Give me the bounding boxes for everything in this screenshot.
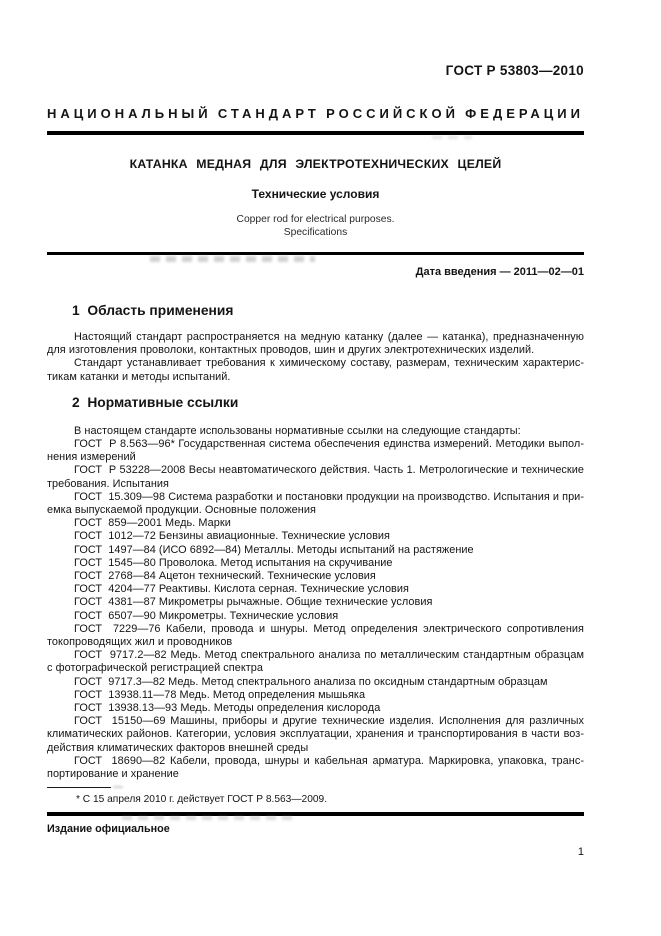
standard-type-word: ФЕДЕРАЦИИ	[465, 106, 584, 121]
section-heading: 1 Область применения	[72, 303, 234, 318]
text-line: ГОСТ 1497—84 (ИСО 6892—84) Металлы. Методы испытаний на растяжение	[74, 543, 474, 556]
scan-artifact	[150, 256, 315, 262]
scan-artifact	[122, 816, 297, 820]
standard-type-word: РОССИЙСКОЙ	[326, 106, 459, 121]
footnote-text: * С 15 апреля 2010 г. действует ГОСТ Р 8.563—2009.	[76, 794, 328, 806]
text-line: ГОСТ 9717.2—82 Медь. Метод спектрального анализа по металлическим стандартным образцам	[74, 649, 584, 662]
text-line: тикам катанки и методы испытаний.	[47, 370, 231, 383]
text-line: для изготовления проволоки, контактных проводов, шин и других электротехнических изделий.	[47, 344, 535, 357]
text-line: требования. Испытания	[47, 477, 170, 490]
effective-date: Дата введения — 2011—02—01	[415, 266, 584, 278]
text-line: ГОСТ 1012—72 Бензины авиационные. Технические условия	[74, 530, 390, 543]
text-line: климатических районов. Категории, условия эксплуатации, хранения и транспортирования в части воз-	[47, 728, 584, 741]
document-title-english	[47, 214, 584, 239]
text-line: В настоящем стандарте использованы нормативные ссылки на следующие стандарты:	[74, 424, 521, 437]
horizontal-rule-date	[47, 252, 584, 255]
standard-type-word: СТАНДАРТ	[217, 106, 320, 121]
text-line: токопроводящих жил и проводников	[47, 636, 233, 649]
footnote-separator	[47, 787, 111, 788]
document-subtitle: Технические условия	[251, 187, 380, 201]
text-line: ГОСТ 13938.13—93 Медь. Методы определения кислорода	[74, 702, 381, 715]
text-line: ГОСТ Р 8.563—96* Государственная система обеспечения единства измерений. Методики выпол-	[74, 438, 584, 451]
text-line: ГОСТ 15.309—98 Система разработки и постановки продукции на производство. Испытания и при-	[74, 490, 584, 503]
text-line: ГОСТ 859—2001 Медь. Марки	[74, 517, 231, 530]
text-line: ГОСТ 2768—84 Ацетон технический. Технические условия	[74, 570, 376, 583]
section-scope	[47, 303, 584, 384]
scan-artifact	[432, 136, 472, 139]
horizontal-rule-footer	[47, 812, 584, 816]
horizontal-rule-top	[47, 131, 584, 135]
text-line: ГОСТ 4381—87 Микрометры рычажные. Общие технические условия	[74, 596, 433, 609]
section-body	[47, 425, 584, 781]
document-title: КАТАНКА МЕДНАЯ ДЛЯ ЭЛЕКТРОТЕХНИЧЕСКИХ ЦЕЛЕЙ	[129, 157, 502, 171]
standard-type-heading	[47, 106, 584, 121]
standard-type-word: НАЦИОНАЛЬНЫЙ	[47, 106, 212, 121]
text-line: ГОСТ 13938.11—78 Медь. Метод определения мышьяка	[74, 688, 366, 701]
text-line: ГОСТ 1545—80 Проволока. Метод испытания на скручивание	[74, 556, 393, 569]
text-line: нения измерений	[47, 451, 136, 464]
text-line: ГОСТ 4204—77 Реактивы. Кислота серная. Технические условия	[74, 583, 409, 596]
official-edition-note: Издание официальное	[47, 822, 170, 835]
doc-number: ГОСТ Р 53803—2010	[445, 63, 584, 78]
scan-artifact	[113, 786, 129, 788]
text-line: емка выпускаемой продукции. Основные положения	[47, 504, 316, 517]
text-line: Настоящий стандарт распространяется на медную катанку (далее — катанка), предназначенную	[74, 331, 584, 343]
text-line: ГОСТ 15150—69 Машины, приборы и другие технические изделия. Исполнения для различных	[74, 715, 584, 728]
title-en-line: Copper rod for electrical purposes.	[236, 214, 395, 225]
page-number: 1	[577, 845, 584, 858]
text-line: ГОСТ 9717.3—82 Медь. Метод спектрального анализа по оксидным стандартным образцам	[74, 675, 548, 688]
text-line: ГОСТ 6507—90 Микрометры. Технические условия	[74, 609, 339, 622]
text-line: действия климатических факторов внешней среды	[47, 741, 309, 754]
text-line: ГОСТ 18690—82 Кабели, провода, шнуры и кабельная арматура. Маркировка, упаковка, транс-	[74, 754, 584, 767]
text-line: портирование и хранение	[47, 768, 179, 781]
text-line: Стандарт устанавливает требования к химическому составу, размерам, техническим характерис-	[74, 357, 584, 370]
title-en-line: Specifications	[283, 226, 348, 238]
section-heading: 2 Нормативные ссылки	[72, 394, 239, 410]
text-line: с фотографической регистрацией спектра	[47, 662, 264, 675]
section-normative-references	[47, 395, 584, 781]
section-body	[47, 331, 584, 384]
text-line: ГОСТ Р 53228—2008 Весы неавтоматического действия. Часть 1. Метрологические и технические	[74, 464, 584, 477]
text-line: ГОСТ 7229—76 Кабели, провода и шнуры. Метод определения электрического сопротивления	[74, 622, 584, 635]
